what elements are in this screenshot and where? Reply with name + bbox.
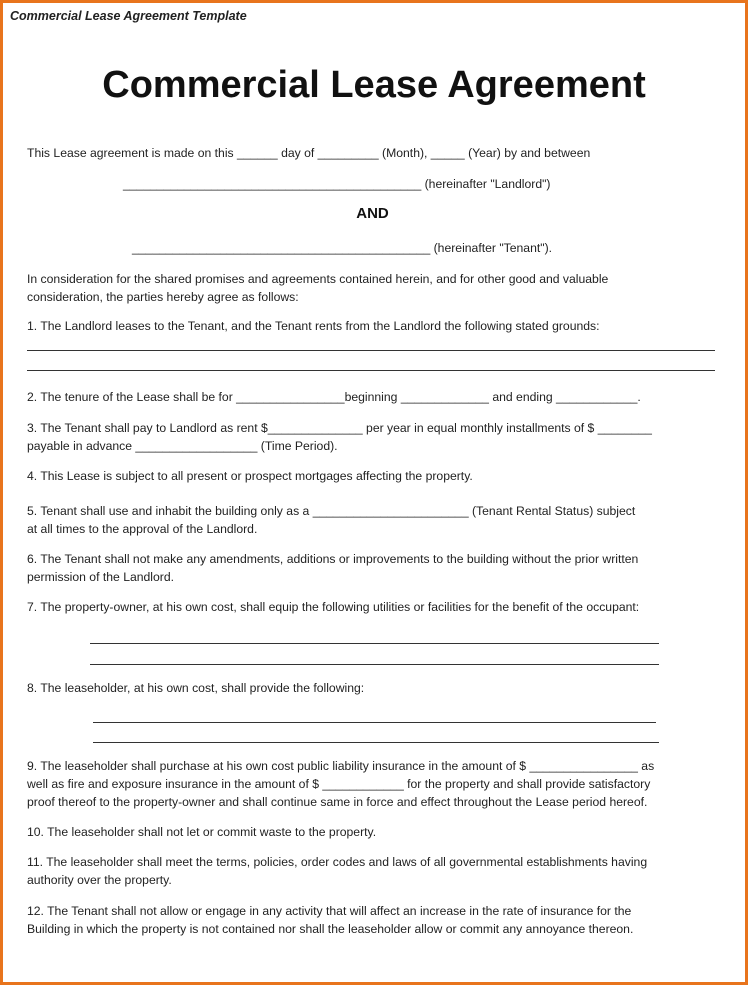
clause-3-line-1: 3. The Tenant shall pay to Landlord as rent $______________ per year in equal monthly installments of $ ________ (27, 421, 652, 435)
clause-9-line-1: 9. The leaseholder shall purchase at his own cost public liability insurance in the amount of $ ________________ as (27, 759, 655, 773)
consideration-line-2: consideration, the parties hereby agree as follows: (27, 290, 299, 304)
blank-line (93, 722, 656, 723)
clause-8: 8. The leaseholder, at his own cost, shall provide the following: (27, 681, 365, 695)
page-title: Commercial Lease Agreement (102, 64, 646, 106)
template-caption: Commercial Lease Agreement Template (10, 9, 247, 23)
clause-6-line-2: permission of the Landlord. (27, 570, 175, 584)
and-heading: AND (356, 205, 389, 222)
consideration-line-1: In consideration for the shared promises and agreements contained herein, and for other good and valuable (27, 272, 609, 286)
clause-11-line-1: 11. The leaseholder shall meet the terms, policies, order codes and laws of all governmental establishments having (27, 855, 648, 869)
clause-11-line-2: authority over the property. (27, 873, 172, 887)
landlord-line: ____________________________________________ (hereinafter "Landlord") (123, 177, 551, 191)
clause-5-line-1: 5. Tenant shall use and inhabit the building only as a _______________________ (Tenant Rental Status) subject (27, 504, 636, 518)
clause-2: 2. The tenure of the Lease shall be for ________________beginning _____________ and ending ____________. (27, 390, 641, 404)
clause-10: 10. The leaseholder shall not let or commit waste to the property. (27, 825, 377, 839)
blank-line (27, 350, 715, 351)
clause-1: 1. The Landlord leases to the Tenant, and the Tenant rents from the Landlord the following stated grounds: (27, 319, 600, 333)
blank-line (90, 664, 659, 665)
clause-12-line-1: 12. The Tenant shall not allow or engage in any activity that will affect an increase in the rate of insurance for the (27, 904, 632, 918)
intro-line: This Lease agreement is made on this ______ day of _________ (Month), _____ (Year) by and between (27, 146, 591, 160)
clause-3-line-2: payable in advance __________________ (Time Period). (27, 439, 338, 453)
clause-6-line-1: 6. The Tenant shall not make any amendments, additions or improvements to the building without the prior written (27, 552, 639, 566)
blank-line (93, 742, 659, 743)
clause-9-line-3: proof thereof to the property-owner and shall continue same in force and effect throughout the Lease period hereof. (27, 795, 648, 809)
clause-5-line-2: at all times to the approval of the Landlord. (27, 522, 258, 536)
clause-4: 4. This Lease is subject to all present or prospect mortgages affecting the property. (27, 469, 473, 483)
blank-line (27, 370, 715, 371)
clause-7: 7. The property-owner, at his own cost, shall equip the following utilities or facilities for the benefit of the occupant: (27, 600, 640, 614)
clause-12-line-2: Building in which the property is not contained nor shall the leaseholder allow or commit any annoyance thereon. (27, 922, 634, 936)
tenant-line: ____________________________________________ (hereinafter "Tenant"). (132, 241, 553, 255)
blank-line (90, 643, 659, 644)
clause-9-line-2: well as fire and exposure insurance in the amount of $ ____________ for the property and shall provide satisfactory (27, 777, 651, 791)
